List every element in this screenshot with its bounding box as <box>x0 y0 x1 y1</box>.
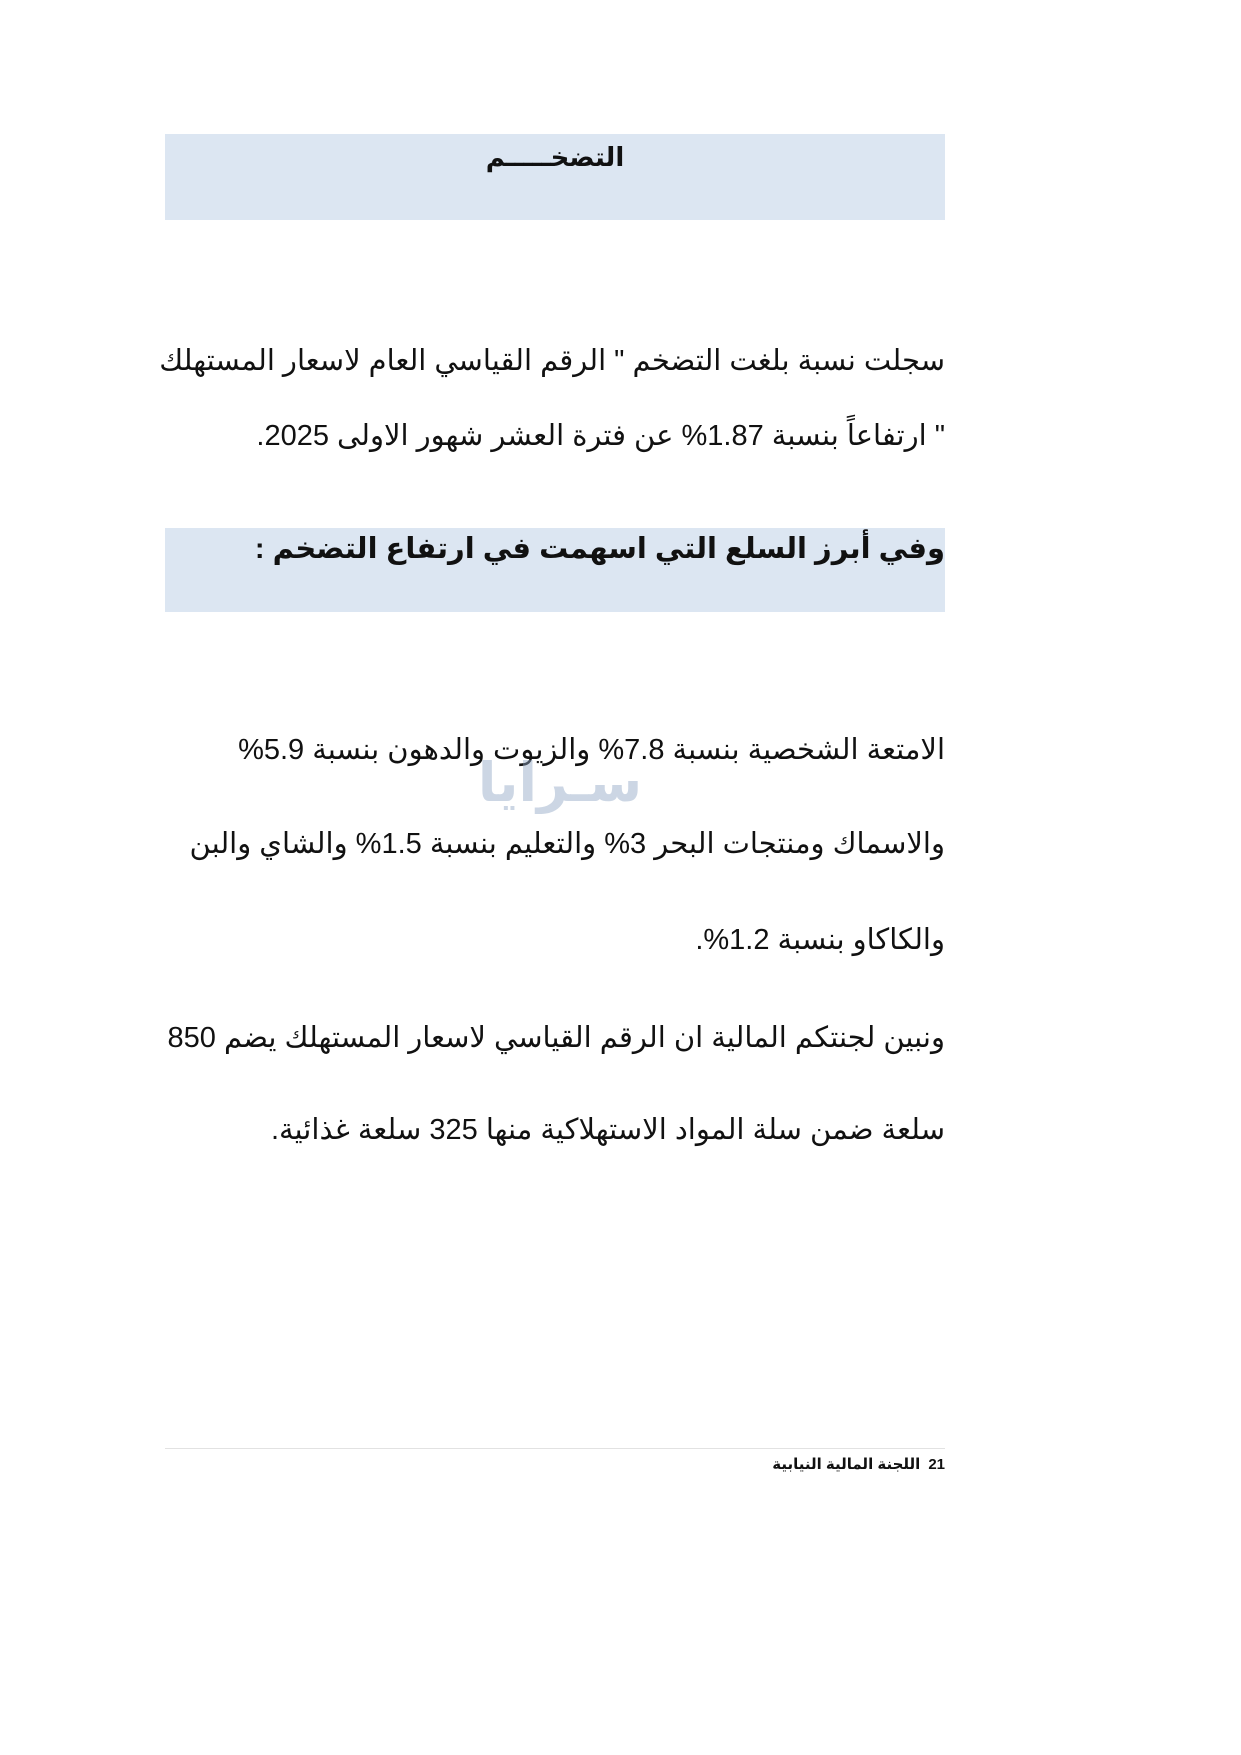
basket-line: ونبين لجنتكم المالية ان الرقم القياسي لاسعار المستهلك يضم 850 <box>167 1022 945 1054</box>
footer-divider <box>165 1448 945 1449</box>
page-footer <box>165 1454 945 1476</box>
page-number: 21 <box>928 1456 945 1473</box>
intro-line: " ارتفاعاً بنسبة 1.87% عن فترة العشر شهور الاولى 2025. <box>256 420 945 452</box>
footer-committee-name: اللجنة المالية النيابية <box>772 1456 921 1473</box>
watermark-logo: سـرايا <box>477 751 643 814</box>
page-title: التضخـــــم <box>485 142 625 172</box>
intro-line: سجلت نسبة بلغت التضخم " الرقم القياسي العام لاسعار المستهلك <box>159 345 945 377</box>
subheading: وفي أبرز السلع التي اسهمت في ارتفاع التضخم : <box>254 533 945 565</box>
intro-paragraph <box>159 341 945 456</box>
basket-paragraph <box>165 1018 945 1150</box>
basket-line: سلعة ضمن سلة المواد الاستهلاكية منها 325 سلعة غذائية. <box>270 1114 945 1146</box>
items-line: الامتعة الشخصية بنسبة 7.8% والزيوت والدهون بنسبة 5.9% <box>238 734 945 766</box>
items-line: والاسماك ومنتجات البحر 3% والتعليم بنسبة 1.5% والشاي والبن <box>189 828 945 860</box>
items-line: والكاكاو بنسبة 1.2%. <box>695 924 945 956</box>
